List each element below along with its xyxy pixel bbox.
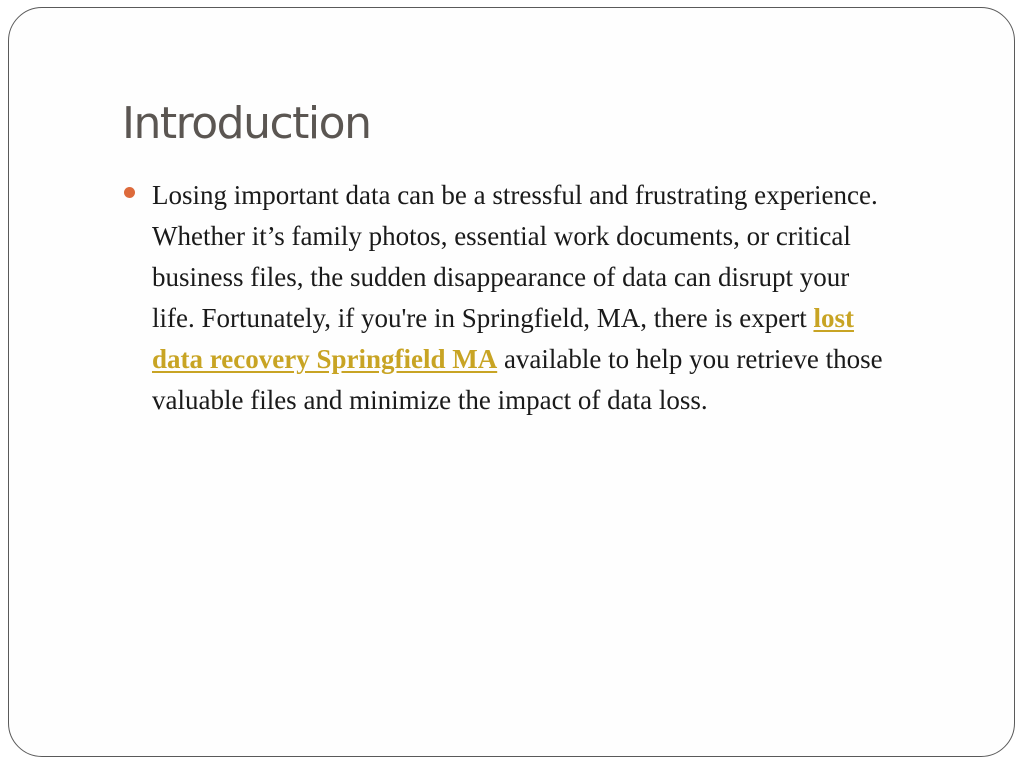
bullet-list bbox=[152, 175, 897, 421]
bullet-text-after: available to help you retrieve those valuable files and minimize the impact of data loss. bbox=[152, 344, 883, 415]
recovery-link[interactable]: lost data recovery Springfield MA bbox=[152, 303, 854, 374]
slide bbox=[8, 7, 1015, 757]
bullet-item bbox=[152, 175, 897, 421]
slide-title: Introduction bbox=[122, 98, 371, 149]
bullet-icon bbox=[124, 187, 135, 198]
bullet-text-before: Losing important data can be a stressful and frustrating experience. Whether it’s family photos, essential work documents, or critical business files, the sudden disappearance of data can disrupt your life. Fortunately, if you're in Springfield, MA, there is expert bbox=[152, 180, 878, 333]
